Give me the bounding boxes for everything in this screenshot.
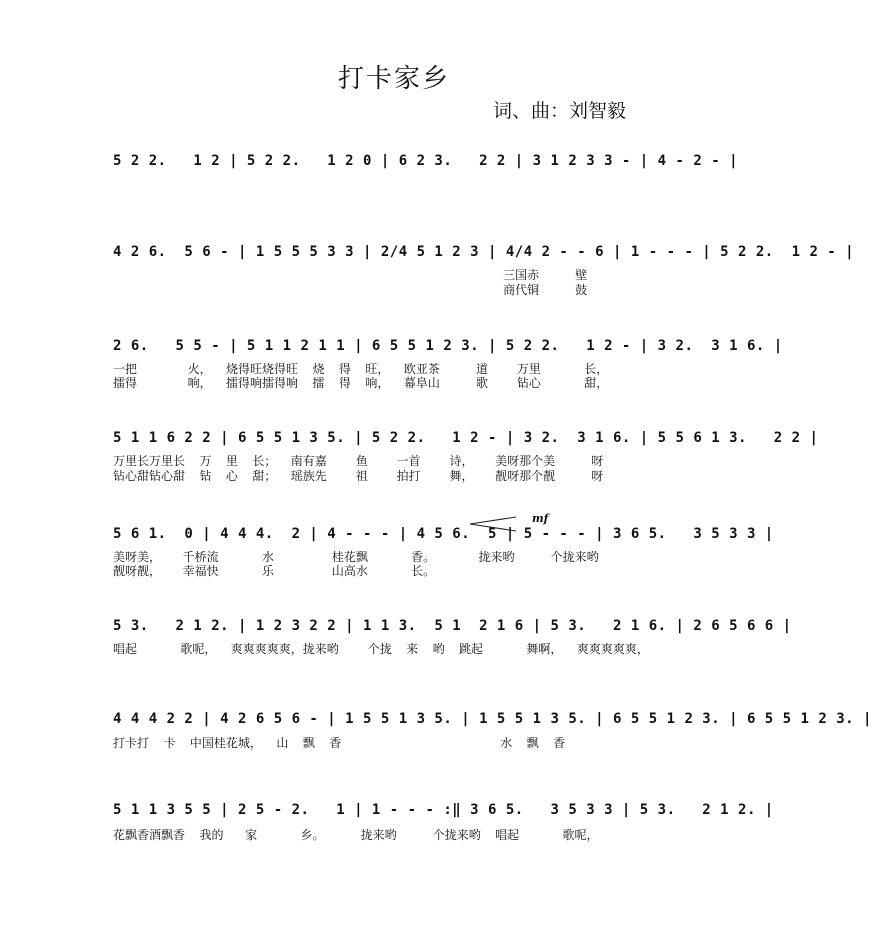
song-title: 打卡家乡 bbox=[337, 64, 450, 94]
notation-row-7: 4 4 4 2 2 | 4 2 6 5 6 - | 1 5 5 1 3 5. | 1 5 5 1 3 5. | 6 5 5 1 2 3. | 6 5 5 1 2 3. | bbox=[113, 711, 872, 727]
notation-row-5: 5 6 1. 0 | 4 4 4. 2 | 4 - - - | 4 5 6. 5 | 5 - - - | 3 6 5. 3 5 3 3 | bbox=[113, 526, 774, 542]
notation-row-6: 5 3. 2 1 2. | 1 2 3 2 2 | 1 1 3. 5 1 2 1 6 | 5 3. 2 1 6. | 2 6 5 6 6 | bbox=[113, 618, 792, 634]
lyric-row-4-verse-2: 钻心甜钻心甜 钻 心 甜； 瑶族先 祖 拍打 舞， 靓呀那个靓 呀 bbox=[113, 469, 604, 483]
notation-row-1: 5 2 2. 1 2 | 5 2 2. 1 2 0 | 6 2 3. 2 2 | 3 1 2 3 3 - | 4 - 2 - | bbox=[113, 153, 739, 169]
lyric-row-5-verse-1: 美呀美， 千桥流 水 桂花飘 香。 拢来哟 个拢来哟 bbox=[113, 550, 599, 564]
lyric-row-8-verse-1: 花飘香酒飘香 我的 家 乡。 拢来哟 个拢来哟 唱起 歌呢， bbox=[113, 828, 599, 842]
notation-row-8: 5 1 1 3 5 5 | 2 5 - 2. 1 | 1 - - - :‖ 3 6 5. 3 5 3 3 | 5 3. 2 1 2. | bbox=[113, 802, 774, 818]
lyric-row-3-verse-1: 一把 火， 烧得旺烧得旺 烧 得 旺， 欧亚茶 道 万里 长， bbox=[113, 362, 609, 376]
lyric-row-2-verse-2: 商代铜 鼓 bbox=[113, 283, 588, 297]
lyric-row-5-verse-2: 靓呀靓， 幸福快 乐 山高水 长。 bbox=[113, 564, 436, 578]
notation-row-4: 5 1 1 6 2 2 | 6 5 5 1 3 5. | 5 2 2. 1 2 - | 3 2. 3 1 6. | 5 5 6 1 3. 2 2 | bbox=[113, 430, 819, 446]
lyric-row-3-verse-2: 擂得 响， 擂得响擂得响 擂 得 响， 幕阜山 歌 钻心 甜， bbox=[113, 376, 609, 390]
lyric-row-6-verse-1: 唱起 歌呢， 爽爽爽爽爽，拢来哟 个拢 来 哟 跳起 舞啊， 爽爽爽爽爽， bbox=[113, 642, 649, 656]
lyric-row-7-verse-1: 打卡打 卡 中国桂花城， 山 飘 香 水 飘 香 bbox=[113, 736, 566, 750]
composer-credit: 词、曲：刘智毅 bbox=[493, 100, 627, 122]
lyric-row-2-verse-1: 三国赤 壁 bbox=[113, 268, 588, 282]
notation-row-2: 4 2 6. 5 6 - | 1 5 5 5 3 3 | 2/4 5 1 2 3 | 4/4 2 - - 6 | 1 - - - | 5 2 2. 1 2 - | bbox=[113, 244, 855, 260]
lyric-row-4-verse-1: 万里长万里长 万 里 长； 南有嘉 鱼 一首 诗， 美呀那个美 呀 bbox=[113, 454, 604, 468]
dynamic-mark-mf: mf bbox=[532, 512, 549, 525]
notation-row-3: 2 6. 5 5 - | 5 1 1 2 1 1 | 6 5 5 1 2 3. | 5 2 2. 1 2 - | 3 2. 3 1 6. | bbox=[113, 338, 783, 354]
